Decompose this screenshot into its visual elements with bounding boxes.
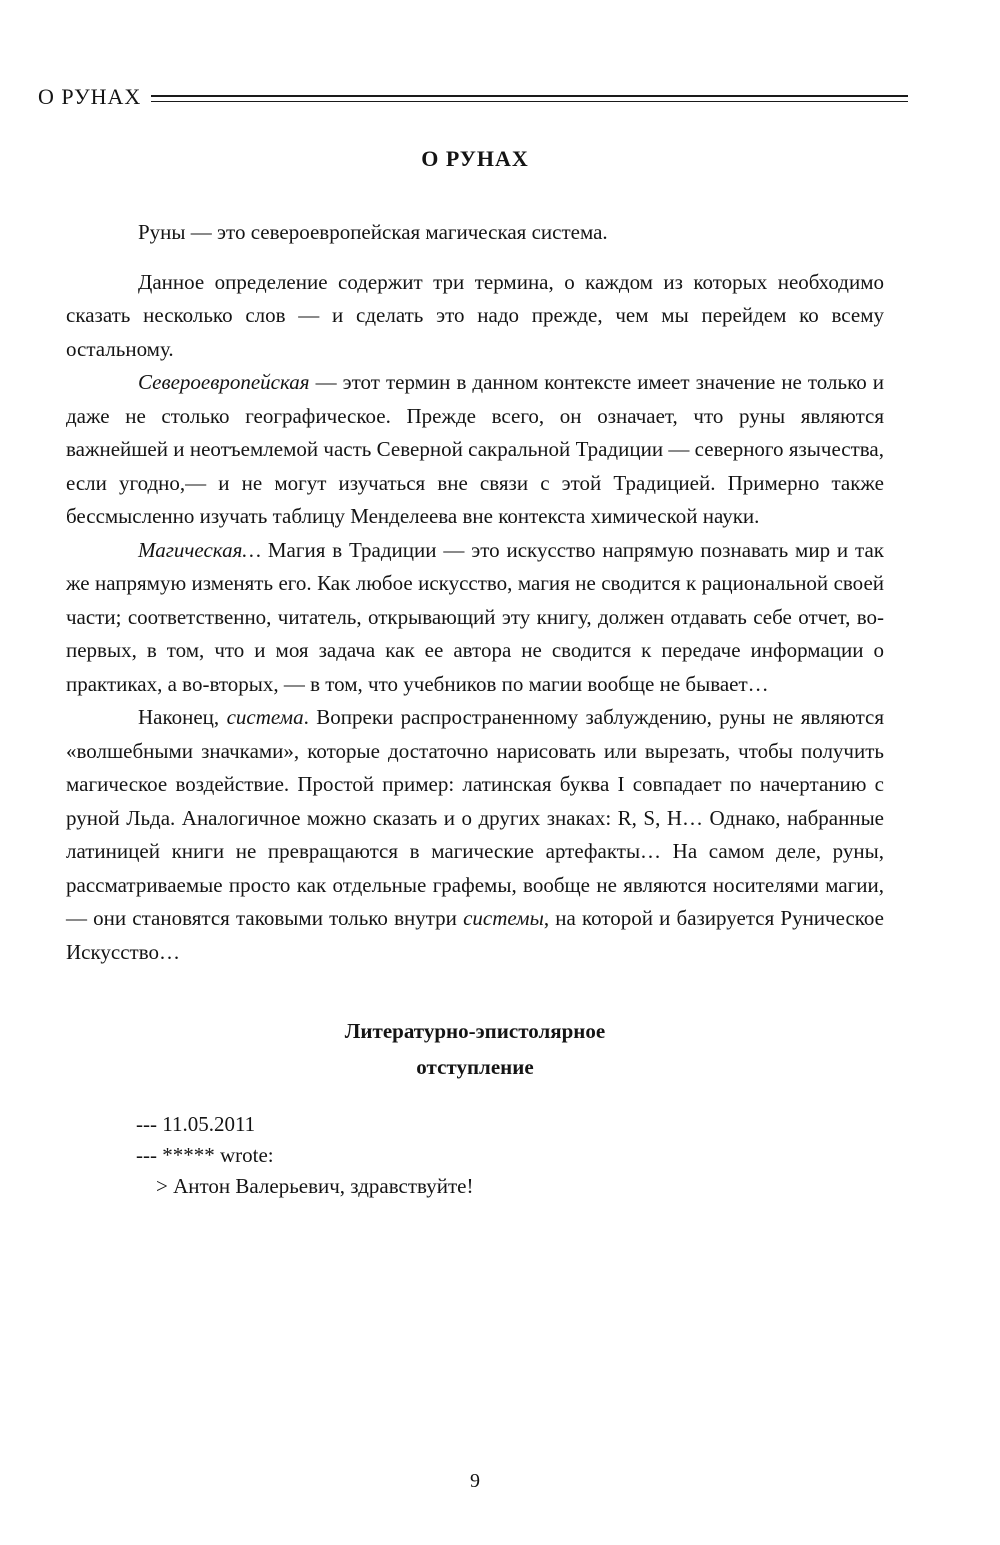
section-heading-line-2: отступление [416,1055,534,1079]
paragraph-5-italic-b: системы [463,906,544,930]
letter-greeting-line: > Антон Валерьевич, здравствуйте! [156,1174,474,1198]
paragraph-1-text: Руны — это североевропейская магическая система. [138,220,608,244]
body-text-block [66,216,884,969]
letter-wrote-line: --- ***** wrote: [136,1143,274,1167]
page-number: 9 [470,1470,480,1492]
letter-date-line: --- 11.05.2011 [136,1112,256,1136]
paragraph-3-italic-lead: Североевропейская [138,370,310,394]
paragraph-4-text: Магия в Традиции — это искусство напрямую познавать мир и так же напрямую изменять его. Как любое искусство, магия не сводится к рациональной своей части; соответственно, читатель, открывающий эту книгу, должен отдавать себе отчет, во-первых, в том, что и моя задача как ее автора не сводится к передаче информации о практиках, а во-вторых, — в том, что учебников по магии вообще не бывает… [66,537,884,696]
paragraph-5-text-b: . Вопреки распространенному заблуждению, руны не являются «волшебными значками», которые достаточно нарисовать или вырезать, чтобы получить магическое воздействие. Простой пример: латинская буква I совпадает по начертанию с руной Льда. Аналогичное можно сказать и о других знаках: R, S, H… Однако, набранные латиницей книги не превращаются в магические артефакты… На самом деле, руны, рассматриваемые просто как отдельные графемы, вообще не являются носителями магии, — они становятся таковыми только внутри [66,705,884,930]
chapter-title: О РУНАХ [421,146,529,171]
paragraph-3 [66,366,884,534]
paragraph-3-text: — этот термин в данном контексте имеет значение не только и даже не столько географическое. Прежде всего, он означает, что руны являются важнейшей и неотъемлемой часть Северной сакральной Традиции — северного язычества, если угодно,— и не могут изучаться вне связи с этой Традицией. Примерно также бессмысленно изучать таблицу Менделеева вне контекста химической науки. [66,370,884,528]
paragraph-4 [66,534,884,702]
running-head [38,86,908,108]
section-heading-line-1: Литературно-эпистолярное [344,1019,606,1043]
paragraph-2 [66,266,884,367]
paragraph-5 [66,701,884,969]
paragraph-5-italic-a: система [226,705,304,729]
paragraph-1 [66,216,884,250]
running-head-rule [151,95,908,102]
letter-block [136,1109,884,1202]
paragraph-4-italic-lead: Магическая… [138,537,262,562]
running-head-title: О РУНАХ [38,84,142,109]
paragraph-5-text-c: , на которой и базируется Руническое Искусство… [66,906,884,964]
paragraph-2-text: Данное определение содержит три термина, о каждом из которых необходимо сказать несколько слов — и сделать это надо прежде, чем мы перейдем ко всему остальному. [66,269,884,361]
section-heading [66,1013,884,1085]
paragraph-5-text-a: Наконец, [138,705,227,729]
